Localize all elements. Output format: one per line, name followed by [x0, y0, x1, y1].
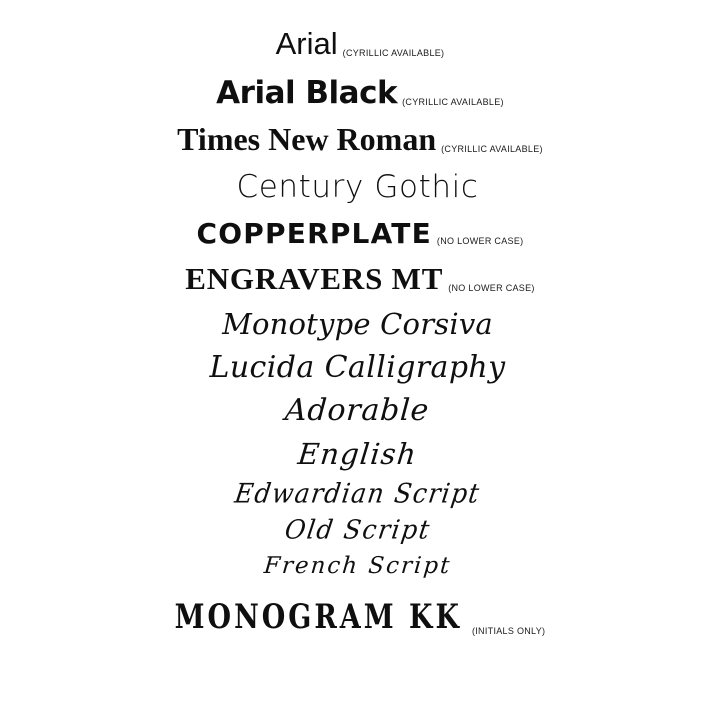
font-sample-name: COPPERPLATE	[196, 217, 432, 251]
font-sample-note: (CYRILLIC AVAILABLE)	[342, 48, 445, 59]
font-sample-note: (INITIALS ONLY)	[471, 625, 546, 636]
font-sample-row	[0, 168, 720, 205]
font-sample-name: Century Gothic	[236, 168, 479, 205]
font-sample-row	[0, 217, 720, 251]
font-sample-row	[0, 554, 720, 578]
font-sample-name: Arial Black	[216, 74, 398, 111]
font-sample-row	[0, 307, 720, 342]
font-sample-note: (NO LOWER CASE)	[436, 236, 524, 247]
font-sample-name: Edwardian Script	[232, 477, 483, 510]
font-sample-name: Times New Roman	[177, 121, 437, 158]
font-sample-name: Arial	[275, 26, 338, 61]
font-sample-note: (NO LOWER CASE)	[448, 282, 535, 293]
font-sample-name: Adorable	[284, 393, 431, 429]
font-sample-row	[0, 74, 720, 111]
font-sample-name: Old Script	[282, 514, 433, 545]
font-sample-note: (CYRILLIC AVAILABLE)	[402, 96, 504, 107]
font-sample-note: (CYRILLIC AVAILABLE)	[441, 144, 543, 155]
font-sample-name: MONOGRAM KK	[174, 597, 462, 637]
font-sample-row	[0, 477, 720, 510]
font-sample-row	[0, 514, 720, 545]
font-sample-name: English	[296, 436, 419, 471]
font-sample-name: Monotype Corsiva	[222, 307, 493, 342]
font-sample-row	[0, 123, 720, 157]
font-sample-name: ENGRAVERS MT	[185, 260, 444, 296]
font-sample-row	[0, 260, 720, 296]
font-sample-row	[0, 436, 720, 471]
font-sample-row	[0, 395, 720, 427]
font-sample-row	[0, 28, 720, 61]
font-sample-name: French Script	[262, 552, 453, 579]
font-sample-name: Lucida Calligraphy	[209, 349, 506, 385]
font-sample-row	[0, 597, 720, 637]
font-sample-row	[0, 349, 720, 385]
